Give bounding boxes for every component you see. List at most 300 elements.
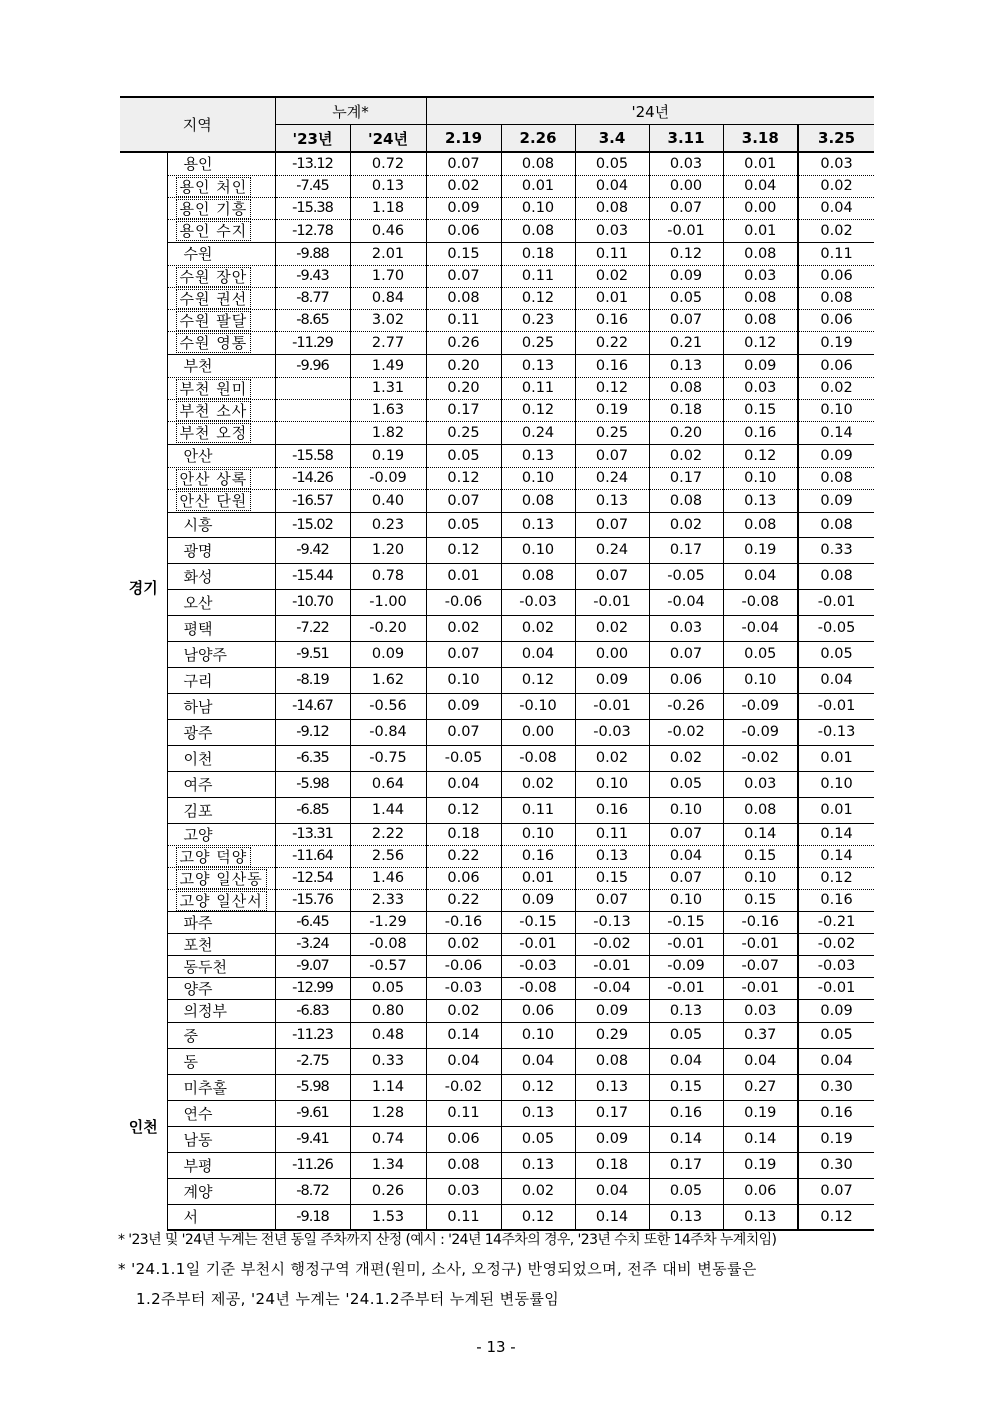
region-name: 수원: [167, 242, 275, 265]
cum-24-cell: 2.77: [350, 331, 426, 354]
week-cell: 0.01: [575, 287, 649, 309]
week-cell: 0.18: [649, 399, 723, 421]
region-name: [167, 489, 275, 512]
cum-23-cell: -6.83: [275, 999, 350, 1022]
week-cell: -0.03: [798, 955, 874, 977]
week-cell: 0.02: [501, 615, 575, 641]
subregion-name: 고양 덕양: [176, 847, 252, 867]
week-cell: -0.10: [501, 693, 575, 719]
table-row: [120, 1204, 874, 1230]
week-cell: 0.02: [649, 745, 723, 771]
header-week: 2.19: [426, 125, 501, 153]
week-cell: 0.20: [426, 377, 501, 399]
table-row: [120, 219, 874, 242]
region-name: [167, 197, 275, 219]
cum-24-cell: 0.74: [350, 1126, 426, 1152]
region-name: 광명: [167, 537, 275, 563]
week-cell: 0.14: [798, 421, 874, 444]
cum-23-cell: -15.76: [275, 889, 350, 911]
week-cell: 0.03: [723, 265, 798, 287]
week-cell: 0.12: [501, 287, 575, 309]
cum-24-cell: 0.19: [350, 444, 426, 467]
region-name: [167, 467, 275, 489]
week-cell: 0.19: [723, 1152, 798, 1178]
table-row: [120, 771, 874, 797]
week-cell: 0.16: [723, 421, 798, 444]
week-cell: 0.17: [649, 537, 723, 563]
table-row: [120, 537, 874, 563]
week-cell: 0.01: [798, 745, 874, 771]
week-cell: 0.13: [501, 512, 575, 537]
week-cell: 0.16: [575, 797, 649, 823]
region-name: [167, 331, 275, 354]
table-row: [120, 489, 874, 512]
week-cell: 0.07: [649, 641, 723, 667]
week-cell: 0.04: [501, 641, 575, 667]
cum-23-cell: -7.22: [275, 615, 350, 641]
week-cell: 0.09: [723, 354, 798, 377]
week-cell: 0.08: [575, 197, 649, 219]
table-row: [120, 1100, 874, 1126]
cum-24-cell: -0.57: [350, 955, 426, 977]
cum-23-cell: -12.78: [275, 219, 350, 242]
cum-24-cell: 0.05: [350, 977, 426, 999]
cum-24-cell: 0.46: [350, 219, 426, 242]
cum-23-cell: [275, 399, 350, 421]
week-cell: 0.04: [649, 1048, 723, 1074]
table-row: [120, 745, 874, 771]
subregion-name: 부천 소사: [176, 401, 252, 421]
region-name: [167, 845, 275, 867]
region-name: [167, 265, 275, 287]
week-cell: -0.02: [723, 745, 798, 771]
week-cell: 0.11: [426, 1204, 501, 1230]
week-cell: -0.07: [723, 955, 798, 977]
region-name: 김포: [167, 797, 275, 823]
week-cell: 0.08: [798, 467, 874, 489]
cum-23-cell: -14.67: [275, 693, 350, 719]
cum-23-cell: -10.70: [275, 589, 350, 615]
week-cell: 0.05: [649, 1022, 723, 1048]
week-cell: 0.12: [649, 242, 723, 265]
week-cell: 0.11: [426, 309, 501, 331]
week-cell: 0.10: [723, 467, 798, 489]
region-name: 계양: [167, 1178, 275, 1204]
week-cell: 0.02: [501, 1178, 575, 1204]
cum-23-cell: -15.44: [275, 563, 350, 589]
week-cell: 0.37: [723, 1022, 798, 1048]
week-cell: -0.02: [426, 1074, 501, 1100]
cum-23-cell: -8.65: [275, 309, 350, 331]
week-cell: 0.07: [575, 563, 649, 589]
region-name: [167, 309, 275, 331]
week-cell: 0.08: [798, 287, 874, 309]
week-cell: 0.08: [798, 512, 874, 537]
week-cell: 0.07: [575, 512, 649, 537]
cum-23-cell: -9.12: [275, 719, 350, 745]
footnote-bucheon: [118, 1254, 878, 1314]
cum-23-cell: -12.99: [275, 977, 350, 999]
cum-23-cell: -11.23: [275, 1022, 350, 1048]
week-cell: 0.12: [798, 867, 874, 889]
week-cell: 0.01: [723, 152, 798, 175]
week-cell: 0.12: [501, 1074, 575, 1100]
cum-24-cell: 0.40: [350, 489, 426, 512]
week-cell: 0.06: [426, 867, 501, 889]
cum-24-cell: -0.56: [350, 693, 426, 719]
table-row: [120, 242, 874, 265]
week-cell: -0.05: [649, 563, 723, 589]
cum-24-cell: 0.48: [350, 1022, 426, 1048]
cum-23-cell: -11.64: [275, 845, 350, 867]
week-cell: 0.25: [575, 421, 649, 444]
week-cell: -0.01: [501, 933, 575, 955]
week-cell: 0.06: [798, 309, 874, 331]
week-cell: 0.20: [426, 354, 501, 377]
week-cell: 0.19: [798, 331, 874, 354]
cum-23-cell: [275, 377, 350, 399]
week-cell: 0.13: [723, 489, 798, 512]
cum-24-cell: 2.01: [350, 242, 426, 265]
subregion-name: 수원 팔달: [176, 311, 252, 331]
header-cumulative: 누계*: [275, 97, 426, 125]
week-cell: 0.13: [649, 999, 723, 1022]
week-cell: -0.13: [798, 719, 874, 745]
week-cell: 0.10: [426, 667, 501, 693]
table-row: [120, 845, 874, 867]
region-name: 안산: [167, 444, 275, 467]
cum-23-cell: -16.57: [275, 489, 350, 512]
week-cell: 0.10: [501, 823, 575, 845]
week-cell: 0.08: [723, 242, 798, 265]
week-cell: 0.10: [649, 797, 723, 823]
week-cell: 0.08: [723, 797, 798, 823]
week-cell: 0.09: [575, 667, 649, 693]
region-name: [167, 377, 275, 399]
week-cell: 0.14: [426, 1022, 501, 1048]
week-cell: 0.01: [501, 175, 575, 197]
week-cell: -0.01: [575, 955, 649, 977]
price-change-table: [120, 96, 874, 1231]
week-cell: 0.12: [426, 797, 501, 823]
week-cell: 0.12: [501, 399, 575, 421]
week-cell: 0.07: [426, 641, 501, 667]
subregion-name: 용인 기흥: [176, 199, 252, 219]
week-cell: -0.16: [723, 911, 798, 933]
region-name: 여주: [167, 771, 275, 797]
week-cell: 0.09: [426, 693, 501, 719]
header-week: 3.25: [798, 125, 874, 153]
week-cell: 0.04: [426, 1048, 501, 1074]
cum-23-cell: -6.35: [275, 745, 350, 771]
cum-24-cell: -0.84: [350, 719, 426, 745]
week-cell: -0.04: [649, 589, 723, 615]
week-cell: 0.02: [798, 219, 874, 242]
week-cell: 0.02: [575, 745, 649, 771]
cum-24-cell: 2.33: [350, 889, 426, 911]
footnotes: [118, 1228, 878, 1314]
week-cell: 0.07: [426, 719, 501, 745]
region-name: [167, 219, 275, 242]
week-cell: -0.21: [798, 911, 874, 933]
subregion-name: 고양 일산동: [176, 869, 267, 889]
week-cell: 0.06: [798, 265, 874, 287]
cum-23-cell: -14.26: [275, 467, 350, 489]
week-cell: -0.02: [649, 719, 723, 745]
cum-23-cell: -9.18: [275, 1204, 350, 1230]
cum-24-cell: 1.46: [350, 867, 426, 889]
cum-23-cell: -9.51: [275, 641, 350, 667]
week-cell: -0.04: [575, 977, 649, 999]
table-row: [120, 615, 874, 641]
section-gyeonggi: [120, 152, 874, 1022]
footnote-bucheon-line1: * '24.1.1일 기준 부천시 행정구역 개편(원미, 소사, 오정구) 반영되었으며, 전주 대비 변동률은: [118, 1260, 757, 1278]
cum-23-cell: -11.26: [275, 1152, 350, 1178]
header-region: 지역: [120, 97, 275, 152]
region-name: 남양주: [167, 641, 275, 667]
week-cell: -0.09: [723, 719, 798, 745]
week-cell: -0.09: [649, 955, 723, 977]
footnote-bucheon-line2: 1.2주부터 제공, '24년 누계는 '24.1.2주부터 누계된 변동률임: [136, 1290, 560, 1308]
week-cell: 0.02: [426, 933, 501, 955]
week-cell: 0.30: [798, 1074, 874, 1100]
subregion-name: 부천 원미: [176, 379, 252, 399]
week-cell: 0.16: [575, 309, 649, 331]
week-cell: -0.02: [798, 933, 874, 955]
week-cell: 0.12: [723, 331, 798, 354]
week-cell: 0.06: [723, 1178, 798, 1204]
week-cell: 0.17: [426, 399, 501, 421]
table-row: [120, 999, 874, 1022]
cum-24-cell: 1.70: [350, 265, 426, 287]
cum-24-cell: 1.63: [350, 399, 426, 421]
table-row: [120, 1048, 874, 1074]
week-cell: 0.12: [501, 667, 575, 693]
week-cell: 0.03: [798, 152, 874, 175]
week-cell: 0.04: [798, 197, 874, 219]
cum-23-cell: -12.54: [275, 867, 350, 889]
cum-24-cell: 1.44: [350, 797, 426, 823]
cum-23-cell: -15.38: [275, 197, 350, 219]
week-cell: -0.03: [501, 955, 575, 977]
week-cell: 0.09: [575, 999, 649, 1022]
week-cell: 0.04: [575, 175, 649, 197]
week-cell: 0.00: [723, 197, 798, 219]
cum-23-cell: -3.24: [275, 933, 350, 955]
cum-23-cell: -15.02: [275, 512, 350, 537]
cum-23-cell: -9.41: [275, 1126, 350, 1152]
subregion-name: 안산 단원: [176, 491, 252, 511]
cum-23-cell: -9.61: [275, 1100, 350, 1126]
header-week: 3.11: [649, 125, 723, 153]
week-cell: 0.09: [649, 265, 723, 287]
week-cell: 0.10: [723, 667, 798, 693]
region-name: 시흥: [167, 512, 275, 537]
cum-24-cell: 1.53: [350, 1204, 426, 1230]
week-cell: 0.05: [575, 152, 649, 175]
subregion-name: 수원 권선: [176, 289, 252, 309]
week-cell: 0.02: [575, 615, 649, 641]
week-cell: 0.17: [649, 1152, 723, 1178]
week-cell: 0.08: [723, 287, 798, 309]
week-cell: 0.16: [798, 1100, 874, 1126]
week-cell: 0.08: [426, 287, 501, 309]
week-cell: 0.06: [426, 219, 501, 242]
week-cell: 0.07: [649, 197, 723, 219]
week-cell: 0.11: [501, 265, 575, 287]
week-cell: 0.09: [575, 1126, 649, 1152]
table-row: [120, 977, 874, 999]
week-cell: 0.08: [501, 563, 575, 589]
week-cell: 0.04: [575, 1178, 649, 1204]
cum-23-cell: -5.98: [275, 1074, 350, 1100]
cum-23-cell: -13.12: [275, 152, 350, 175]
week-cell: 0.03: [575, 219, 649, 242]
region-name: 구리: [167, 667, 275, 693]
table-row: [120, 797, 874, 823]
week-cell: 0.06: [426, 1126, 501, 1152]
region-name: 의정부: [167, 999, 275, 1022]
week-cell: -0.05: [426, 745, 501, 771]
week-cell: 0.18: [426, 823, 501, 845]
week-cell: 0.11: [426, 1100, 501, 1126]
region-name: 고양: [167, 823, 275, 845]
week-cell: 0.15: [649, 1074, 723, 1100]
week-cell: 0.29: [575, 1022, 649, 1048]
week-cell: 0.02: [501, 771, 575, 797]
week-cell: 0.05: [798, 1022, 874, 1048]
cum-24-cell: 1.49: [350, 354, 426, 377]
cum-24-cell: 0.09: [350, 641, 426, 667]
week-cell: 0.07: [575, 889, 649, 911]
week-cell: 0.14: [723, 823, 798, 845]
week-cell: 0.06: [501, 999, 575, 1022]
cum-24-cell: 0.13: [350, 175, 426, 197]
week-cell: 0.30: [798, 1152, 874, 1178]
table-row: [120, 354, 874, 377]
footnote-cumulative: * '23년 및 '24년 누계는 전년 동일 주차까지 산정 (예시 : '24년 14주차의 경우, '23년 수치 또한 14주차 누계치임): [118, 1232, 777, 1248]
week-cell: 0.14: [575, 1204, 649, 1230]
cum-24-cell: -0.09: [350, 467, 426, 489]
region-name: [167, 287, 275, 309]
week-cell: 0.07: [426, 152, 501, 175]
table-row: [120, 309, 874, 331]
week-cell: 0.25: [426, 421, 501, 444]
week-cell: 0.25: [501, 331, 575, 354]
table-row: [120, 265, 874, 287]
region-name: 부평: [167, 1152, 275, 1178]
week-cell: 0.02: [426, 615, 501, 641]
cum-23-cell: -9.07: [275, 955, 350, 977]
region-name: 포천: [167, 933, 275, 955]
week-cell: 0.22: [575, 331, 649, 354]
region-name: [167, 399, 275, 421]
week-cell: 0.08: [649, 377, 723, 399]
week-cell: -0.01: [575, 589, 649, 615]
week-cell: 0.11: [575, 823, 649, 845]
week-cell: 0.12: [501, 1204, 575, 1230]
cum-24-cell: 1.18: [350, 197, 426, 219]
week-cell: -0.06: [426, 955, 501, 977]
week-cell: 0.07: [798, 1178, 874, 1204]
table-row: [120, 421, 874, 444]
header-week: 3.4: [575, 125, 649, 153]
subregion-name: 부천 오정: [176, 423, 252, 443]
week-cell: -0.08: [501, 977, 575, 999]
week-cell: 0.18: [575, 1152, 649, 1178]
week-cell: 0.03: [723, 771, 798, 797]
week-cell: 0.24: [575, 467, 649, 489]
week-cell: 0.13: [575, 845, 649, 867]
week-cell: 0.02: [426, 175, 501, 197]
table-row: [120, 1152, 874, 1178]
cum-23-cell: -9.42: [275, 537, 350, 563]
week-cell: 0.11: [798, 242, 874, 265]
cum-24-cell: 1.14: [350, 1074, 426, 1100]
week-cell: 0.02: [649, 512, 723, 537]
cum-24-cell: 1.20: [350, 537, 426, 563]
table-row: [120, 399, 874, 421]
cum-23-cell: -5.98: [275, 771, 350, 797]
table-row: [120, 287, 874, 309]
subregion-name: 수원 장안: [176, 267, 252, 287]
week-cell: 0.04: [723, 1048, 798, 1074]
week-cell: 0.22: [426, 845, 501, 867]
table-row: [120, 823, 874, 845]
cum-23-cell: -9.96: [275, 354, 350, 377]
week-cell: 0.13: [575, 1074, 649, 1100]
table-row: [120, 889, 874, 911]
week-cell: 0.06: [649, 667, 723, 693]
week-cell: 0.04: [723, 175, 798, 197]
week-cell: 0.16: [575, 354, 649, 377]
week-cell: 0.03: [649, 152, 723, 175]
cum-23-cell: -15.58: [275, 444, 350, 467]
week-cell: 0.08: [798, 563, 874, 589]
cum-24-cell: 1.28: [350, 1100, 426, 1126]
table-row: [120, 867, 874, 889]
week-cell: 0.08: [501, 219, 575, 242]
week-cell: 0.01: [501, 867, 575, 889]
week-cell: 0.19: [575, 399, 649, 421]
cum-24-cell: 1.34: [350, 1152, 426, 1178]
cum-23-cell: -13.31: [275, 823, 350, 845]
week-cell: 0.07: [649, 309, 723, 331]
week-cell: 0.05: [426, 512, 501, 537]
week-cell: 0.07: [426, 265, 501, 287]
week-cell: -0.01: [649, 933, 723, 955]
table-row: [120, 512, 874, 537]
week-cell: 0.10: [723, 867, 798, 889]
region-name: 동두천: [167, 955, 275, 977]
region-name: 중: [167, 1022, 275, 1048]
table-row: [120, 933, 874, 955]
cum-23-cell: -11.29: [275, 331, 350, 354]
week-cell: -0.02: [575, 933, 649, 955]
cum-24-cell: -0.20: [350, 615, 426, 641]
header-week: 2.26: [501, 125, 575, 153]
table-row: [120, 331, 874, 354]
region-name: 용인: [167, 152, 275, 175]
cum-23-cell: -2.75: [275, 1048, 350, 1074]
cum-24-cell: 0.72: [350, 152, 426, 175]
week-cell: -0.01: [798, 977, 874, 999]
cum-24-cell: 0.64: [350, 771, 426, 797]
week-cell: 0.02: [798, 175, 874, 197]
week-cell: 0.13: [501, 1100, 575, 1126]
week-cell: 0.02: [649, 444, 723, 467]
cum-24-cell: -1.00: [350, 589, 426, 615]
